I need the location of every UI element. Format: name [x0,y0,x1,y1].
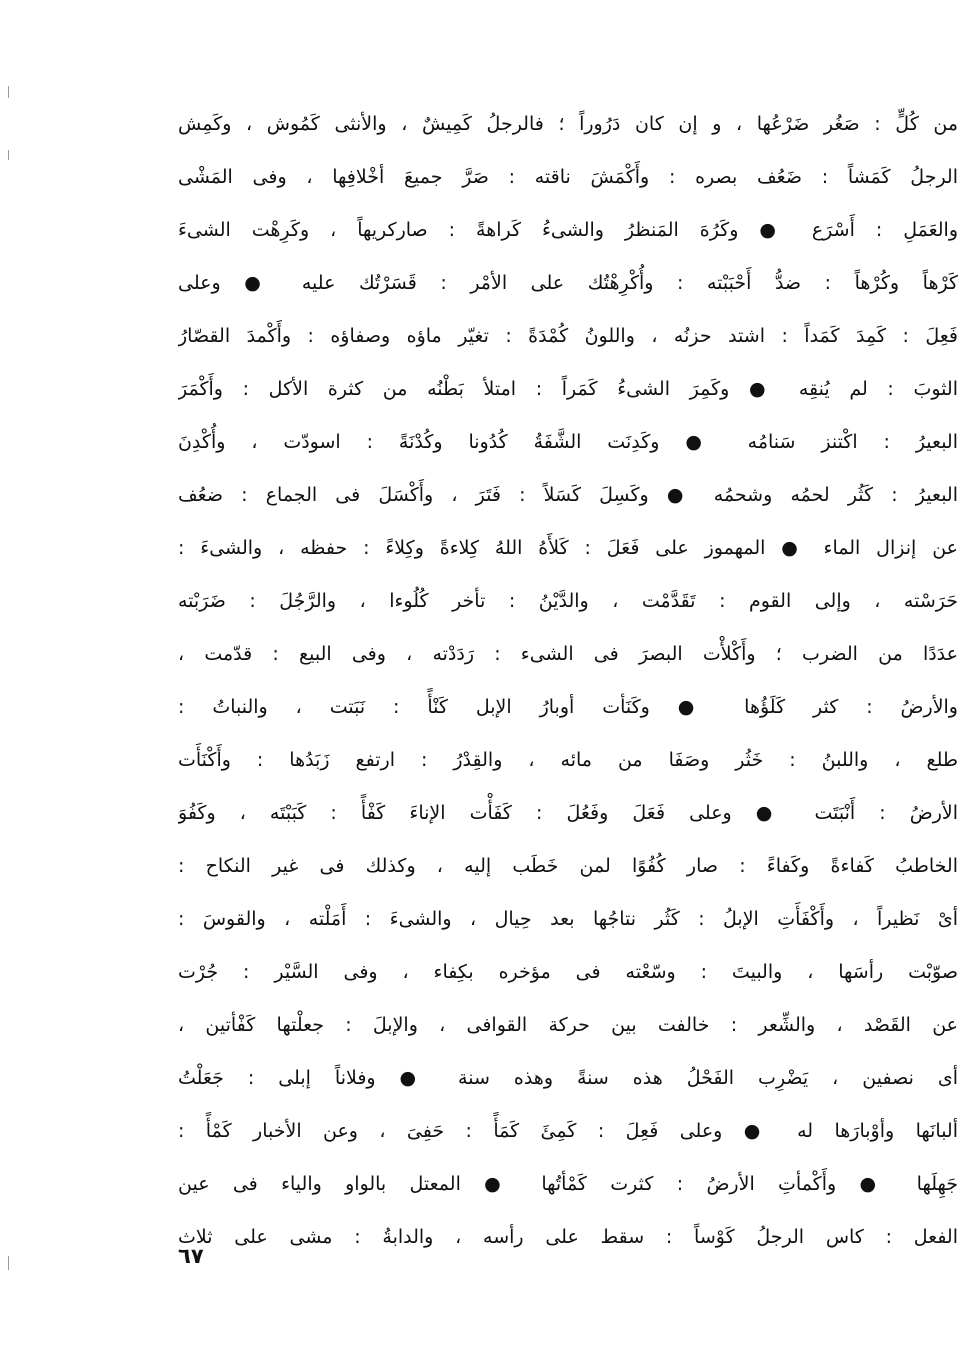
text-line: كَرْهاً وكُرْهاً : ضدُّ أَحْبَبْته : وأُكْرِهْتُك على الأمْر : قَسَرْتُك عليه ● وعلى [178,272,958,294]
text-line: صوّبْت رأسَها ، والبيتَ : وسّعْته فى مؤخره بكِفاء ، وفى السَّيْر : جُرْت [178,961,958,983]
text-line: جَهِلَها ● وأَكْمأتِ الأرضُ : كثرت كَمْأتُها ● المعتل بالواو والياء فى عين [178,1173,958,1195]
text-line: البعيرُ : كَثُر لحمُه وشحمُه ● وكَسِلَ كَسَلاً : فَتَرَ ، وأَكْسَلَ فى الجماع : ضعُف [178,484,958,506]
text-line: عدَدًا من الضرب ؛ وأَكْلأْت البصرَ فى الشىء : رَدَدْته ، وفى البيع : قدّمت ، [178,643,958,665]
text-line: والعَمَلِ : أَسْرَع ● وكَرُهَ المَنظرُ والشىءُ كَراهةً : صاركريهاً ، وكَرِهْت الشىءَ [178,219,958,241]
binding-edge-mark [8,1256,9,1270]
text-line: والأرضُ : كثر كَلَؤُها ● وكَنَأت أوبارُ الإبل كَنْأً : نَبَتت ، والنباتُ : [178,696,958,718]
text-line: الرجلُ كَمَشاً : ضَعُف بصره : وأَكْمَشَ ناقته : صَرَّ جميعَ أخْلافِها ، وفى المَشْى [178,166,958,188]
text-line: عن القَصْد ، والشِّعر : خالفت بين حركة القوافى ، والإبلَ : جعلْتها كَفْأتين ، [178,1014,958,1036]
text-line: طلع ، واللبنُ : خَثُر وصَفَا من مائه ، والقِدْرُ : ارتفع زَبَدُها : وأَكْنَأَت [178,749,958,771]
body-text [178,98,958,1264]
text-line: البعيرُ : اكْتنز سَنامُه ● وكَدِنَت الشَّفَةُ كُدُونا وكُدْنَةً : اسودّت ، وأُكْدِنَ [178,431,958,453]
text-line: حَرَسْته ، وإلى القوم : تَقَدَّمْت ، والدَّيْنُ : تأخر كُلُوءا ، والرَّجُلَ : ضَرَبْته [178,590,958,612]
text-line: أى نصفين ، يَضْرِب الفَحْلُ هذه سنةً وهذه سنة ● وفلاناً إبلى : جَعَلْتُ [178,1067,958,1089]
text-line: عن إنزال الماء ● المهموز على فَعَلَ : كَلأَهُ اللهُ كِلاءةً وكِلاءً : حفظه ، والشىءَ : [178,537,958,559]
page-number: ٦٧ [178,1244,204,1268]
text-line: أىْ نَظيراً ، وأَكْفَأَتِ الإبلُ : كَثُر نتاجُها بعد حِيال ، والشىءَ : أَمَلْته ، والقوسَ : [178,908,958,930]
text-line: الخاطبُ كَفاءةً وكَفاءً : صار كُفُوًا لمن خَطَب إليه ، وكذلك فى غير النكاح : [178,855,958,877]
text-line: الأرضُ : أَنْبَتَت ● وعلى فَعَلَ وفَعُلَ : كَفَأْت الإناءَ كَفْأً : كَبَبْتَه ، وكَفُوَ [178,802,958,824]
text-line: من كُلٍّ : صَغُر ضَرْعُها ، و إن كان دَرُوراً ؛ فالرجلُ كَمِيشٌ ، والأنثى كَمُوش ، وكَمِش [178,113,958,135]
binding-edge-mark [8,86,9,98]
text-line: فَعِلَ : كَمِدَ كَمَداً : اشتد حزنُه ، واللونُ كُمْدَةً : تغيّر ماؤه وصفاؤه : وأَكْمدَ القصّارُ [178,325,958,347]
text-line: الفعل : كاس الرجلُ كَوْساً : سقط على رأسه ، والدابةُ : مشى على ثلاث [178,1226,958,1248]
binding-edge-mark [8,150,9,160]
text-line: ألبانَها وأوْبارَها له ● وعلى فَعِلَ : كَمِئَ كَمَأً : حَفِىَ ، وعن الأخبار كَمْأً : [178,1120,958,1142]
text-line: الثوبَ : لم يُنقِه ● وكَمِرَ الشىءُ كَمَراً : امتلأ بَطْنُه من كثرة الأكل : وأَكْمَرَ [178,378,958,400]
